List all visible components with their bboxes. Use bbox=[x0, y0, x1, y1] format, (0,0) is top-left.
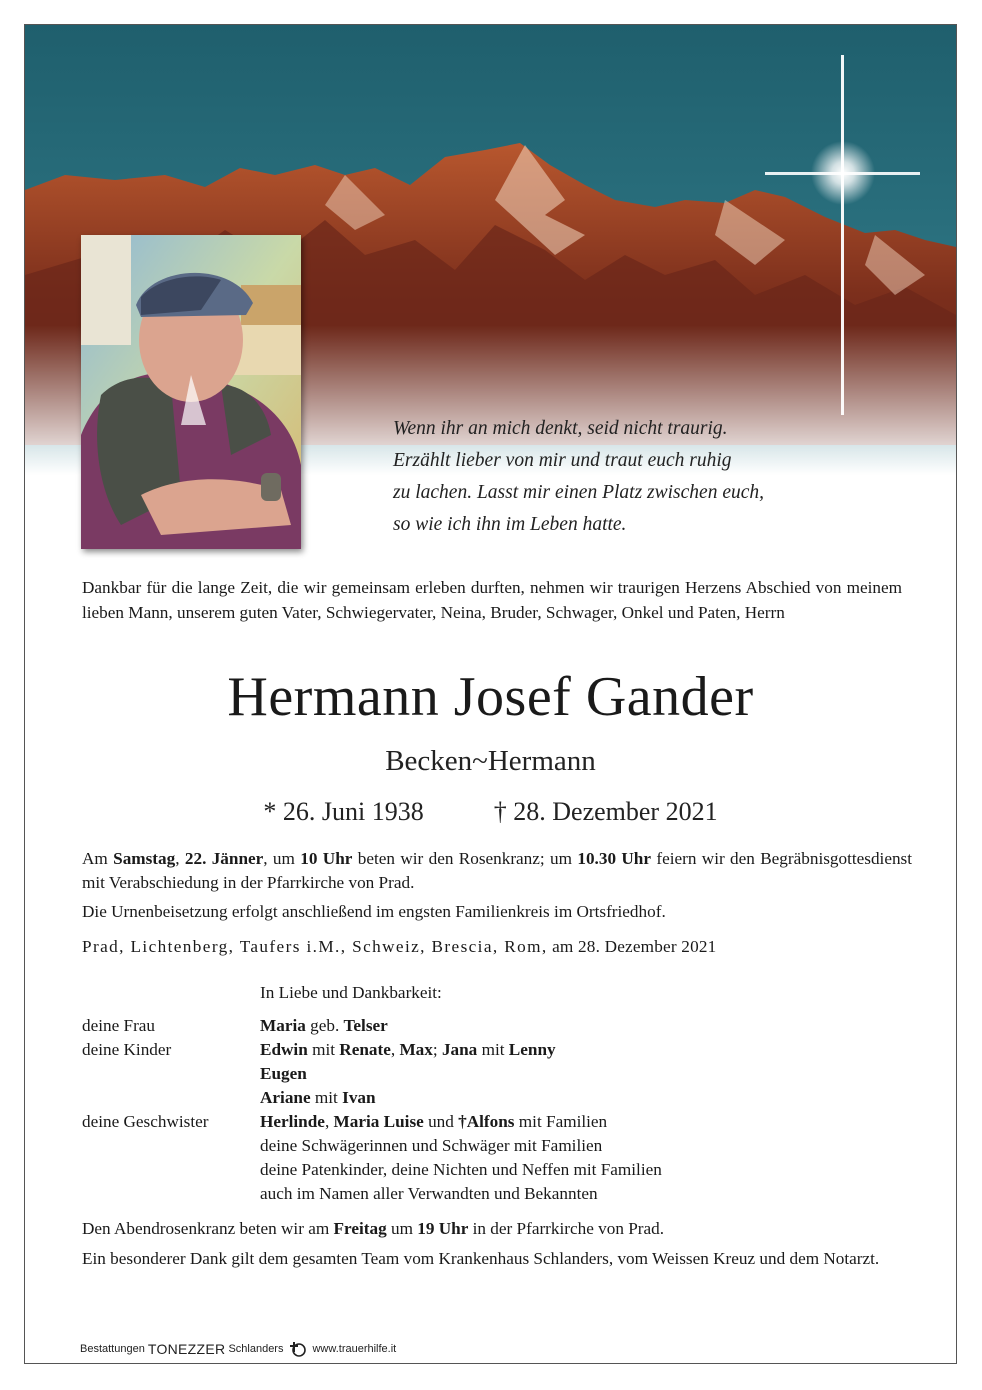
mourner-names: deine Schwägerinnen und Schwäger mit Familien bbox=[260, 1136, 603, 1155]
trauerhilfe-logo-icon bbox=[290, 1341, 306, 1357]
relation-label: deine Kinder bbox=[82, 1040, 172, 1059]
footer-url[interactable]: www.trauerhilfe.it bbox=[312, 1343, 397, 1355]
intro-paragraph: Dankbar für die lange Zeit, die wir gemeinsam erleben durften, nehmen wir traurigen Herzens Abschied von meinem lieben Mann, unserem guten Vater, Schwiegervater, Neina, Bruder, Schwager, Onkel und Paten, Herrn bbox=[82, 578, 902, 622]
dated: am 28. Dezember 2021 bbox=[547, 937, 717, 956]
verse-line: Erzählt lieber von mir und traut euch ruhig bbox=[393, 450, 732, 471]
mourning-heading: In Liebe und Dankbarkeit: bbox=[260, 983, 442, 1002]
footer-town: Schlanders bbox=[228, 1343, 284, 1355]
verse-line: so wie ich ihn im Leben hatte. bbox=[393, 514, 627, 535]
portrait-photo bbox=[81, 235, 301, 549]
mourner-names: Ariane mit Ivan bbox=[260, 1088, 376, 1107]
life-dates bbox=[25, 797, 956, 827]
mourner-names: Edwin mit Renate, Max; Jana mit Lenny bbox=[260, 1040, 556, 1059]
closing-notes bbox=[82, 1217, 912, 1277]
thanks-paragraph: Ein besonderer Dank gilt dem gesamten Team vom Krankenhaus Schlanders, vom Weissen Kreuz und dem Notarzt. bbox=[82, 1249, 880, 1268]
mourner-names: auch im Namen aller Verwandten und Bekannten bbox=[260, 1184, 598, 1203]
urn-burial-paragraph: Die Urnenbeisetzung erfolgt anschließend im engsten Familienkreis im Ortsfriedhof. bbox=[82, 902, 666, 921]
service-paragraph: Am Samstag, 22. Jänner, um 10 Uhr beten wir den Rosenkranz; um 10.30 Uhr feiern wir den Begräbnisgottesdienst mit Verabschiedung in der Pfarrkirche von Prad. bbox=[82, 849, 913, 892]
deceased-name: Hermann Josef Gander bbox=[227, 666, 754, 728]
place-date-line bbox=[82, 937, 716, 957]
memorial-verse bbox=[393, 413, 853, 541]
places: Prad, Lichtenberg, Taufers i.M., Schweiz, Brescia, Rom, bbox=[82, 937, 548, 956]
death-date: † 28. Dezember 2021 bbox=[493, 797, 718, 826]
footer-prefix: Bestattungen bbox=[80, 1343, 145, 1355]
mourner-names: Herlinde, Maria Luise und †Alfons mit Familien bbox=[260, 1112, 608, 1131]
funeral-home-footer bbox=[80, 1341, 396, 1357]
verse-line: Wenn ihr an mich denkt, seid nicht traurig. bbox=[393, 418, 728, 439]
obituary-card bbox=[24, 24, 957, 1364]
birth-date: * 26. Juni 1938 bbox=[263, 797, 424, 826]
evening-rosary-paragraph: Den Abendrosenkranz beten wir am Freitag um 19 Uhr in der Pfarrkirche von Prad. bbox=[82, 1219, 665, 1238]
footer-brand: TONEZZER bbox=[147, 1341, 226, 1357]
relation-label: deine Geschwister bbox=[82, 1112, 209, 1131]
deceased-nickname: Becken~Hermann bbox=[385, 745, 596, 777]
mourner-names: Maria geb. Telser bbox=[260, 1016, 388, 1035]
verse-line: zu lachen. Lasst mir einen Platz zwischen euch, bbox=[393, 482, 765, 503]
relation-label: deine Frau bbox=[82, 1016, 156, 1035]
mourner-names: Eugen bbox=[260, 1064, 307, 1083]
mourner-names: deine Patenkinder, deine Nichten und Neffen mit Familien bbox=[260, 1160, 662, 1179]
service-info bbox=[82, 847, 912, 929]
